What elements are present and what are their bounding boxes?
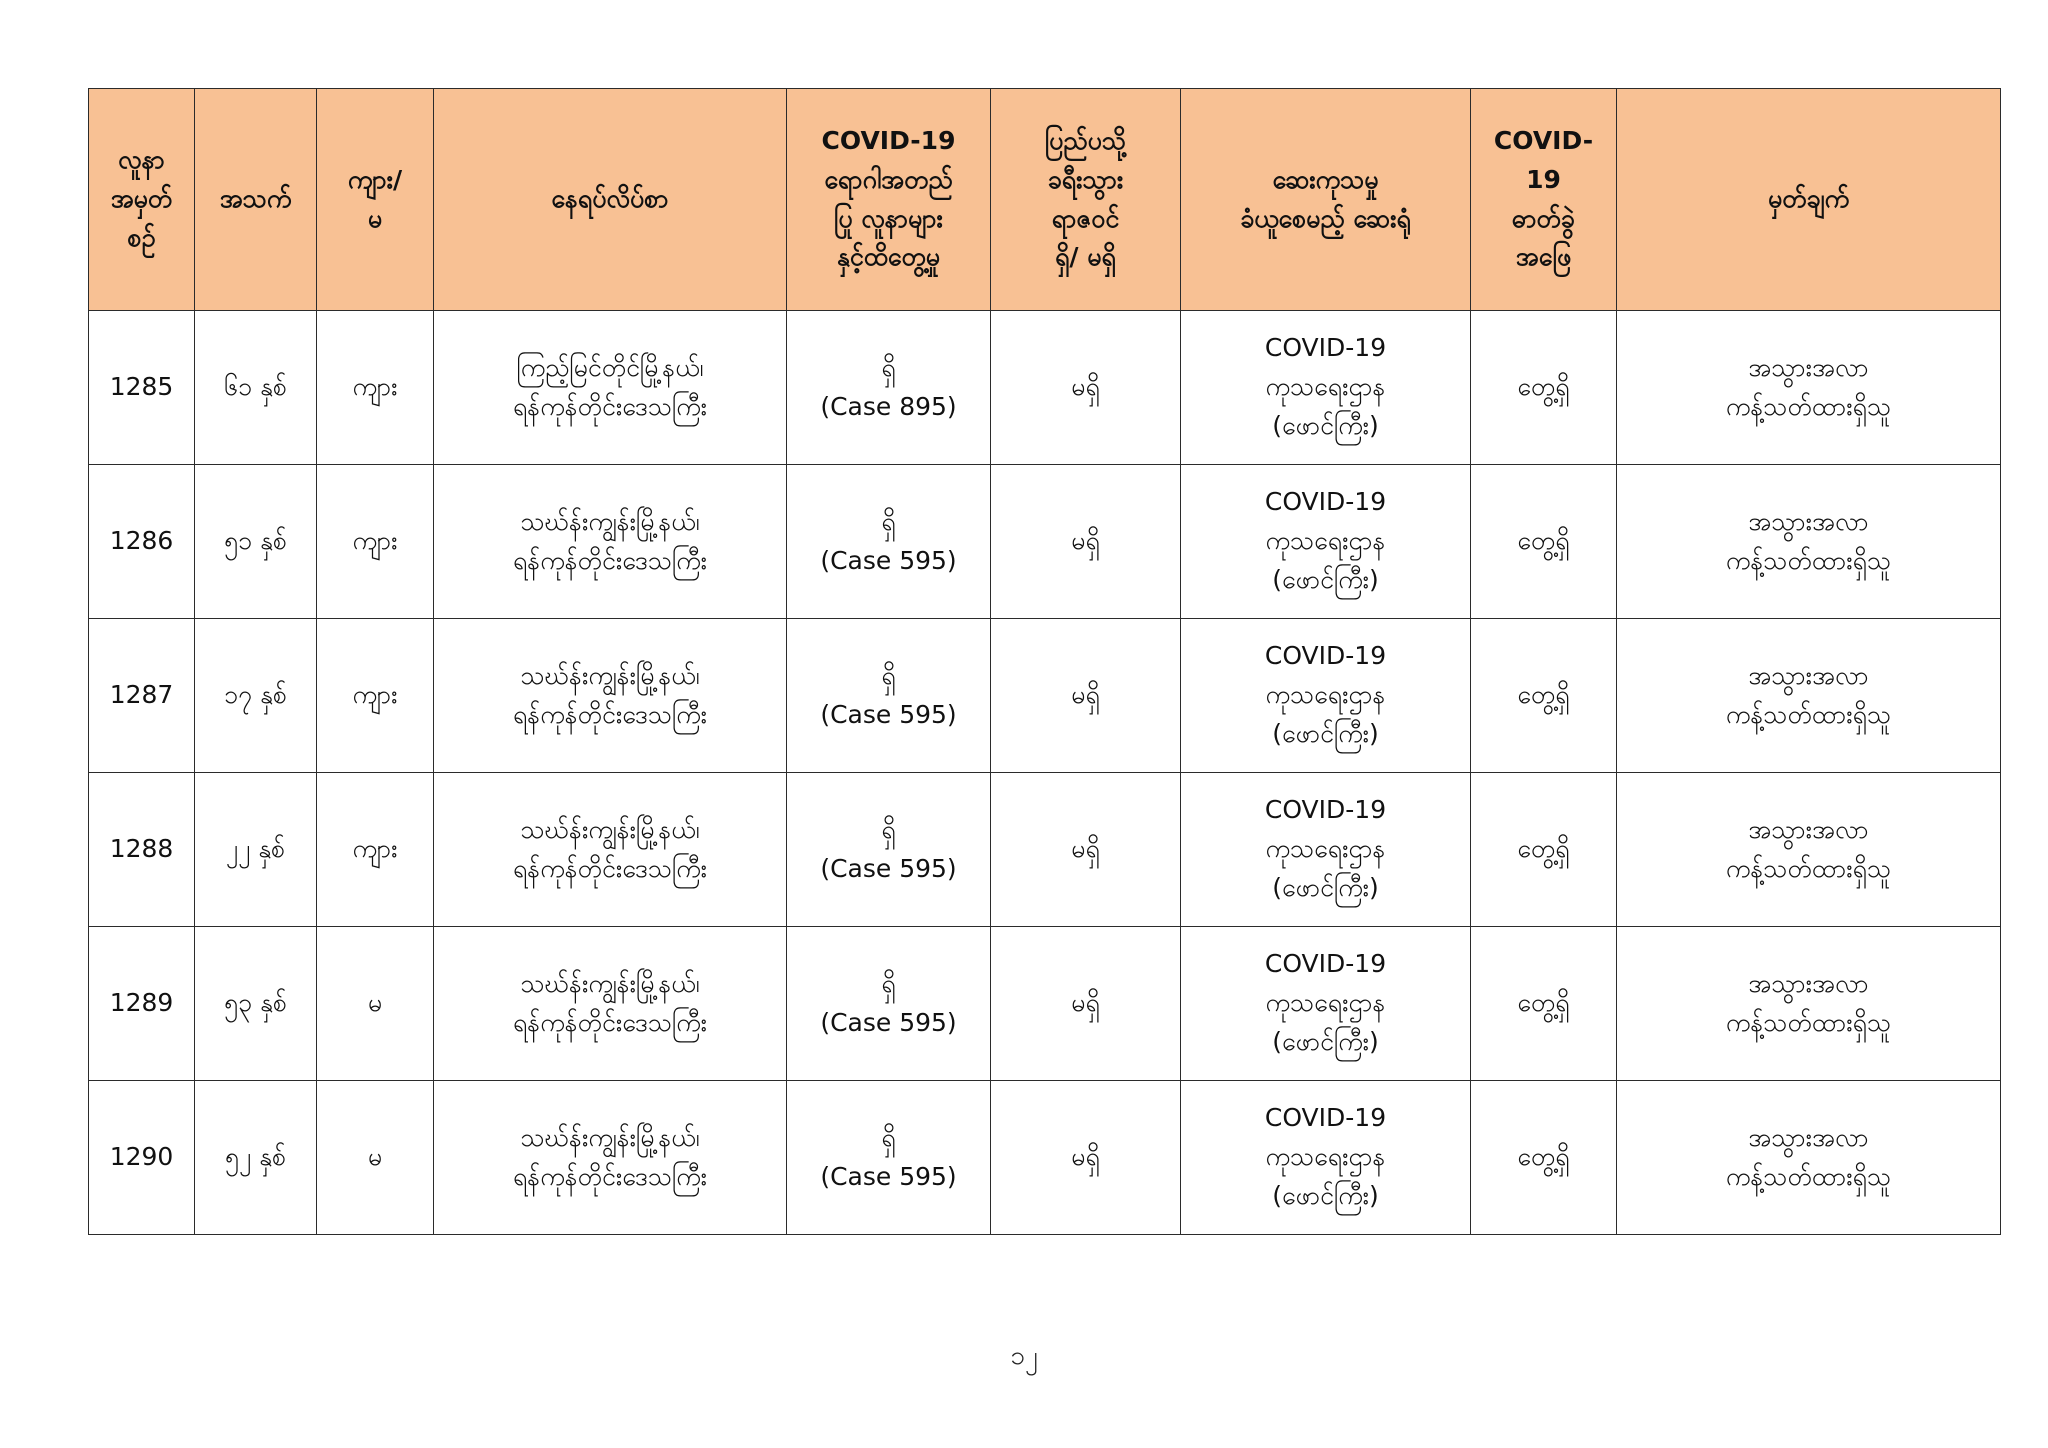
cell-contact: ရှိ (Case 595) <box>787 1081 991 1235</box>
cell-sex: မ <box>317 927 434 1081</box>
cell-address: သဃ်န်းကျွန်းမြို့နယ်၊ ရန်ကုန်တိုင်းဒေသကြီး <box>434 927 787 1081</box>
cell-remark: အသွားအလာ ကန့်သတ်ထားရှိသူ <box>1617 311 2001 465</box>
table-header <box>89 89 2001 311</box>
table-body <box>89 311 2001 1235</box>
cell-remark: အသွားအလာ ကန့်သတ်ထားရှိသူ <box>1617 465 2001 619</box>
table-row <box>89 1081 2001 1235</box>
table-row <box>89 773 2001 927</box>
cell-contact: ရှိ (Case 595) <box>787 619 991 773</box>
cell-age: ၁၇ နှစ် <box>195 619 317 773</box>
cell-hospital: COVID-19 ကုသရေးဌာန (ဖောင်ကြီး) <box>1181 311 1471 465</box>
cell-sex: ကျား <box>317 619 434 773</box>
cell-travel-history: မရှိ <box>991 927 1181 1081</box>
cell-travel-history: မရှိ <box>991 773 1181 927</box>
cell-sex: မ <box>317 1081 434 1235</box>
cell-case-number: 1288 <box>89 773 195 927</box>
header-address: နေရပ်လိပ်စာ <box>434 89 787 311</box>
cell-travel-history: မရှိ <box>991 1081 1181 1235</box>
cell-hospital: COVID-19 ကုသရေးဌာန (ဖောင်ကြီး) <box>1181 773 1471 927</box>
header-age: အသက် <box>195 89 317 311</box>
cell-case-number: 1285 <box>89 311 195 465</box>
cell-contact: ရှိ (Case 595) <box>787 927 991 1081</box>
cell-travel-history: မရှိ <box>991 619 1181 773</box>
cell-lab-result: တွေ့ရှိ <box>1471 927 1617 1081</box>
cell-sex: ကျား <box>317 311 434 465</box>
cell-contact: ရှိ (Case 595) <box>787 773 991 927</box>
table-row <box>89 619 2001 773</box>
cell-sex: ကျား <box>317 773 434 927</box>
cell-address: ကြည့်မြင်တိုင်မြို့နယ်၊ ရန်ကုန်တိုင်းဒေသကြီး <box>434 311 787 465</box>
cell-address: သဃ်န်းကျွန်းမြို့နယ်၊ ရန်ကုန်တိုင်းဒေသကြီး <box>434 1081 787 1235</box>
cell-address: သဃ်န်းကျွန်းမြို့နယ်၊ ရန်ကုန်တိုင်းဒေသကြီး <box>434 773 787 927</box>
cell-lab-result: တွေ့ရှိ <box>1471 619 1617 773</box>
cell-contact: ရှိ (Case 595) <box>787 465 991 619</box>
cell-lab-result: တွေ့ရှိ <box>1471 465 1617 619</box>
cell-age: ၅၂ နှစ် <box>195 1081 317 1235</box>
cell-hospital: COVID-19 ကုသရေးဌာန (ဖောင်ကြီး) <box>1181 927 1471 1081</box>
cell-remark: အသွားအလာ ကန့်သတ်ထားရှိသူ <box>1617 619 2001 773</box>
header-case-number: လူနာ အမှတ် စဉ် <box>89 89 195 311</box>
cell-case-number: 1287 <box>89 619 195 773</box>
cell-travel-history: မရှိ <box>991 311 1181 465</box>
cell-age: ၆၁ နှစ် <box>195 311 317 465</box>
cell-age: ၂၂ နှစ် <box>195 773 317 927</box>
cell-hospital: COVID-19 ကုသရေးဌာန (ဖောင်ကြီး) <box>1181 1081 1471 1235</box>
cell-lab-result: တွေ့ရှိ <box>1471 311 1617 465</box>
case-table <box>88 88 2001 1235</box>
cell-lab-result: တွေ့ရှိ <box>1471 773 1617 927</box>
cell-remark: အသွားအလာ ကန့်သတ်ထားရှိသူ <box>1617 927 2001 1081</box>
table-row <box>89 927 2001 1081</box>
cell-contact: ရှိ (Case 895) <box>787 311 991 465</box>
cell-remark: အသွားအလာ ကန့်သတ်ထားရှိသူ <box>1617 773 2001 927</box>
header-contact: COVID-19 ရောဂါအတည် ပြု လူနာများ နှင့်ထိတွေ့မှု <box>787 89 991 311</box>
cell-address: သဃ်န်းကျွန်းမြို့နယ်၊ ရန်ကုန်တိုင်းဒေသကြီး <box>434 619 787 773</box>
header-sex: ကျား/ မ <box>317 89 434 311</box>
cell-age: ၅၃ နှစ် <box>195 927 317 1081</box>
cell-travel-history: မရှိ <box>991 465 1181 619</box>
header-remark: မှတ်ချက် <box>1617 89 2001 311</box>
header-travel-history: ပြည်ပသို့ ခရီးသွား ရာဇဝင် ရှိ/ မရှိ <box>991 89 1181 311</box>
cell-hospital: COVID-19 ကုသရေးဌာန (ဖောင်ကြီး) <box>1181 465 1471 619</box>
cell-age: ၅၁ နှစ် <box>195 465 317 619</box>
cell-lab-result: တွေ့ရှိ <box>1471 1081 1617 1235</box>
table-row <box>89 465 2001 619</box>
cell-remark: အသွားအလာ ကန့်သတ်ထားရှိသူ <box>1617 1081 2001 1235</box>
header-lab-result: COVID- 19 ဓာတ်ခွဲ အဖြေ <box>1471 89 1617 311</box>
table-row <box>89 311 2001 465</box>
cell-hospital: COVID-19 ကုသရေးဌာန (ဖောင်ကြီး) <box>1181 619 1471 773</box>
page-number: ၁၂ <box>1010 1341 1038 1371</box>
cell-case-number: 1290 <box>89 1081 195 1235</box>
header-row <box>89 89 2001 311</box>
cell-case-number: 1289 <box>89 927 195 1081</box>
cell-address: သဃ်န်းကျွန်းမြို့နယ်၊ ရန်ကုန်တိုင်းဒေသကြီး <box>434 465 787 619</box>
cell-sex: ကျား <box>317 465 434 619</box>
cell-case-number: 1286 <box>89 465 195 619</box>
header-hospital: ဆေးကုသမှု ခံယူစေမည့် ဆေးရုံ <box>1181 89 1471 311</box>
